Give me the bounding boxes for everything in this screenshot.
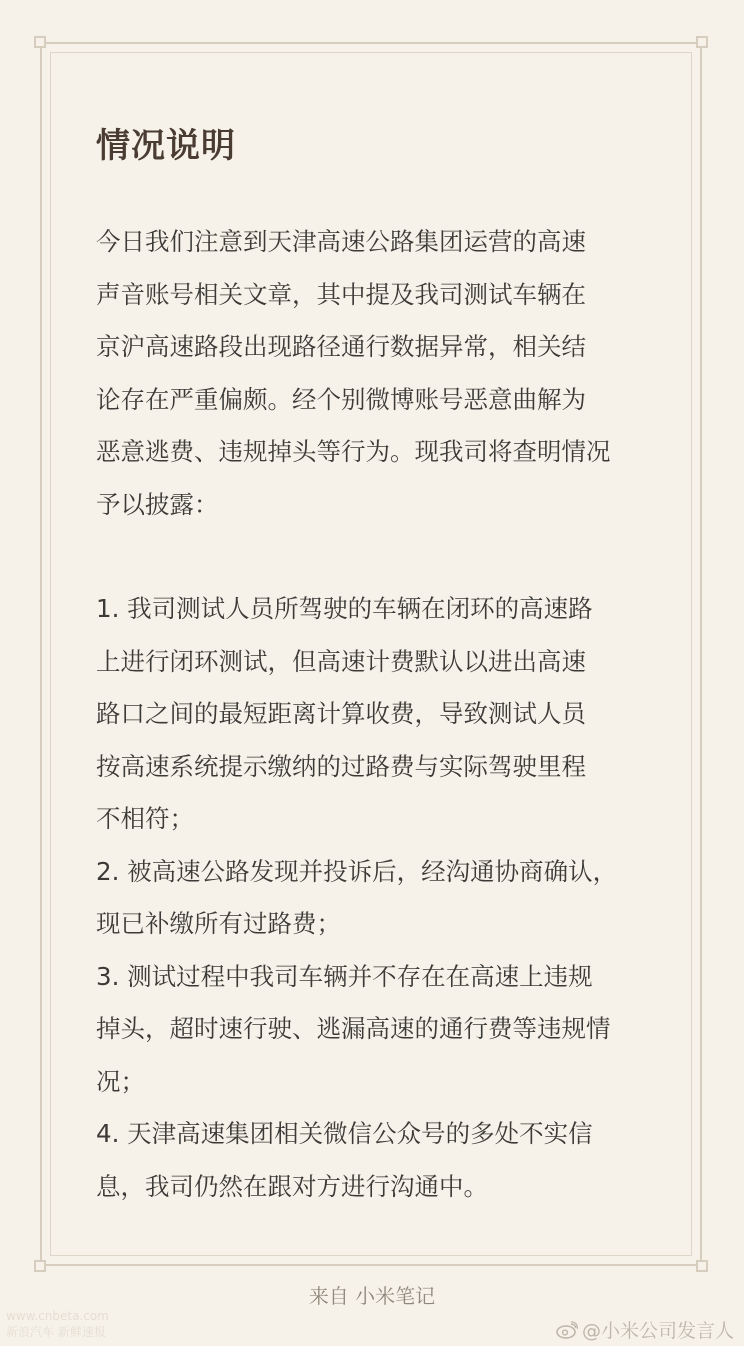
item-line: 路口之间的最短距离计算收费，导致测试人员 <box>96 699 586 728</box>
document-title: 情况说明 <box>96 126 236 166</box>
item-line: 息，我司仍然在跟对方进行沟通中。 <box>96 1171 488 1201</box>
item-line: 2. 被高速公路发现并投诉后，经沟通协商确认， <box>96 856 618 886</box>
weibo-icon <box>556 1321 578 1339</box>
frame-corner-top-left <box>34 36 46 48</box>
list-item-2 <box>96 846 656 951</box>
weibo-account-name: @小米公司发言人 <box>581 1320 734 1342</box>
intro-line: 予以披露： <box>96 489 219 519</box>
source-note: 来自 小米笔记 <box>308 1284 436 1308</box>
item-line: 3. 测试过程中我司车辆并不存在在高速上违规 <box>96 961 593 991</box>
item-line: 4. 天津高速集团相关微信公众号的多处不实信 <box>96 1119 593 1148</box>
intro-line: 恶意逃费、违规掉头等行为。现我司将查明情况 <box>96 437 611 466</box>
item-line: 不相符； <box>96 804 194 833</box>
intro-line: 今日我们注意到天津高速公路集团运营的高速 <box>96 227 586 256</box>
watermark-left-line: www.cnbeta.com <box>6 1309 109 1323</box>
item-line: 现已补缴所有过路费； <box>96 909 341 938</box>
item-line: 上进行闭环测试，但高速计费默认以进出高速 <box>96 646 586 676</box>
item-line: 按高速系统提示缴纳的过路费与实际驾驶里程 <box>96 751 586 781</box>
list-item-1 <box>96 583 656 846</box>
intro-line: 京沪高速路段出现路径通行数据异常，相关结 <box>96 332 586 361</box>
frame-corner-top-right <box>696 36 708 48</box>
list-item-4 <box>96 1108 656 1213</box>
item-line: 况； <box>96 1066 145 1096</box>
document-body <box>96 216 656 1213</box>
intro-paragraph <box>96 216 656 531</box>
weibo-watermark <box>556 1316 734 1343</box>
item-line: 1. 我司测试人员所驾驶的车辆在闭环的高速路 <box>96 594 593 623</box>
watermark-left-line: 新浪汽车 新鲜速报 <box>6 1325 106 1339</box>
list-item-3 <box>96 951 656 1109</box>
item-line: 掉头，超时速行驶、逃漏高速的通行费等违规情 <box>96 1014 611 1043</box>
intro-line: 声音账号相关文章，其中提及我司测试车辆在 <box>96 279 586 309</box>
frame-corner-bottom-right <box>696 1260 708 1272</box>
watermark-left <box>6 1308 109 1340</box>
intro-line: 论存在严重偏颇。经个别微博账号恶意曲解为 <box>96 384 586 414</box>
frame-corner-bottom-left <box>34 1260 46 1272</box>
